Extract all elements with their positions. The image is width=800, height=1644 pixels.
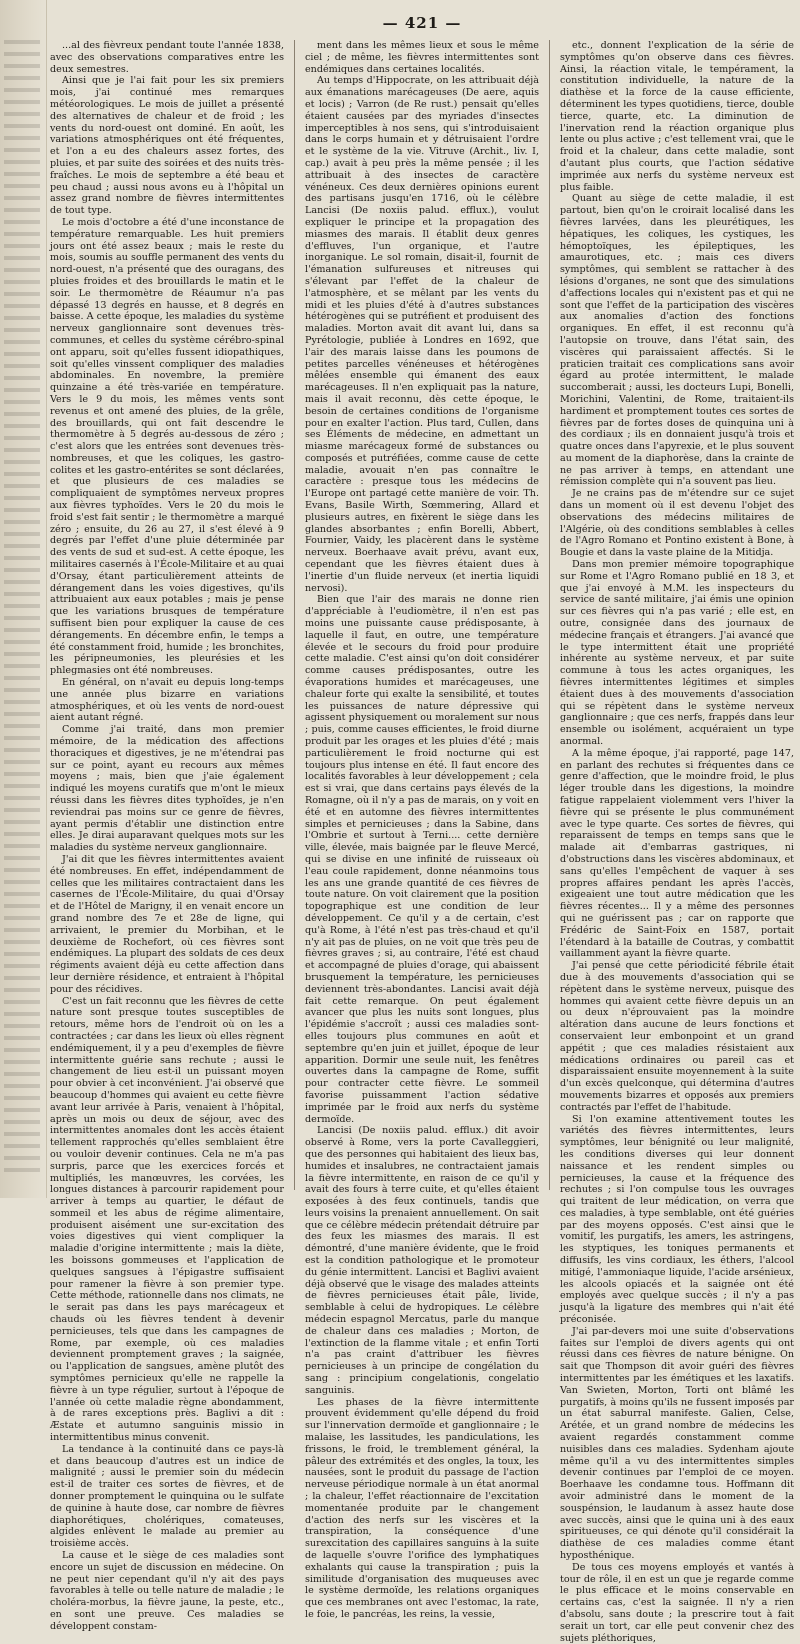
paragraph: Dans mon premier mémoire topographique sur Rome et l'Agro Romano publié en 18 3, et que j'ai envoyé à M.M. les inspecteurs du service de santé militaire, j'ai émis une opinion sur ces fièvres qui n'a pas varié ; elle est, en outre, consignée dans des journaux de médecine français et étrangers. J'ai avancé que le type intermittent était une propriété inhérente au système nerveux, et par suite commune à tous les actes organiques, les fièvres intermittentes légitimes et simples étaient dues à des mouvements d'association qui se répètent dans le système nerveux ganglionnaire ; que ces nerfs, frappés dans leur ensemble ou isolément, acquéraient un type anormal. <box>560 559 794 748</box>
column-2 <box>305 40 539 1620</box>
paragraph: Je ne crains pas de m'étendre sur ce sujet dans un moment où il est devenu l'objet des observations des médecins militaires de l'Algérie, où des conditions semblables à celles de l'Agro Romano et Pontino existent à Bone, à Bougie et dans la vaste plaine de la Mitidja. <box>560 488 794 559</box>
paragraph: J'ai par-devers moi une suite d'observations faites sur l'emploi de divers agents qui ont réussi dans ces fièvres de nature bénigne. On sait que Thompson dit avoir guéri des fièvres intermittentes par les émétiques et les laxatifs. Van Swieten, Morton, Torti ont blâmé les purgatifs, à moins qu'ils ne fussent imposés par un état saburral manifeste. Galien, Celse, Arétée, et un grand nombre de médecins les avaient regardés constamment comme nuisibles dans ces maladies. Sydenham ajoute même qu'il a vu des intermittentes simples devenir continues par l'emploi de ce moyen. Boerhaave les condamne tous. Hoffmann dit avoir administré dans le moment de la souspénsion, le laudanum à assez haute dose avec succès, ainsi que le quina uni à des eaux spiritueuses, ce qui dénote qu'il considérait la diathèse de ces maladies comme étant hyposthénique. <box>560 1325 794 1561</box>
paragraph: Le mois d'octobre a été d'une inconstance de température remarquable. Les huit premiers jours ont été assez beaux ; mais le reste du mois, soumis au souffle permanent des vents du nord-ouest, n'a présenté que des ouragans, des pluies froides et des brouillards le matin et le soir. Le thermomètre de Réaumur n'a pas dépassé 13 degrés en hausse, et 8 degrés en baisse. A cette époque, les maladies du système nerveux ganglionnaire sont devenues très-communes, et celles du système cérébro-spinal ont apparu, soit qu'elles fussent idiopathiques, soit qu'elles vinssent compliquer des maladies abdominales. En novembre, la première quinzaine a été très-variée en température. Vers le 9 du mois, les mêmes vents sont revenus et ont amené des pluies, de la grêle, des brouillards, qui ont fait descendre le thermomètre à 5 degrés au-dessous de zéro ; c'est alors que les entrées sont devenues très-nombreuses, et que les coliques, les gastro-colites et les gastro-entérites se sont déclarées, et que plusieurs de ces maladies se compliquaient de symptômes nerveux propres aux fièvres typhoïdes. Vers le 20 du mois le froid s'est fait sentir ; le thermomètre a marqué zéro ; ensuite, du 26 au 27, il s'est élevé à 9 degrés par l'effet d'une pluie déterminée par des vents de sud et sud-est. A cette époque, les militaires casernés à l'École-Militaire et au quai d'Orsay, étant particulièrement atteints de dérangement dans les voies digestives, qu'ils attribuaient aux eaux potables ; mais je pense que les variations brusques de température suffisent bien pour expliquer la cause de ces dérangements. En décembre enfin, le temps a été constamment froid, humide ; les bronchites, les péripneumonies, les pleurésies et les phlegmasies ont été nombreuses. <box>50 216 284 677</box>
paragraph: Les phases de la fièvre intermittente prouvent évidemment qu'elle dépend du froid sur l'innervation dermoïde et ganglionnaire ; le malaise, les lassitudes, les pandiculations, les frissons, le froid, le tremblement général, la pâleur des extrémités et des ongles, la toux, les nausées, sont le produit du passage de l'action nerveuse périodique normale à un état anormal ; la chaleur, l'effet réactionnaire de l'excitation momentanée produite par le changement d'action des nerfs sur les viscères et la transpiration, la conséquence d'une surexcitation des capillaires sanguins à la suite de laquelle s'ouvre l'orifice des lymphatiques exhalants qui cause la transpiration ; puis la similitude d'organisation des muqueuses avec le système dermoïde, les relations organiques que ces membranes ont avec l'estomac, la rate, le foie, le pancréas, les reins, la vessie, <box>305 1396 539 1620</box>
paragraph: J'ai dit que les fièvres intermittentes avaient été nombreuses. En effet, indépendamment de celles que les militaires contractaient dans les casernes de l'École-Militaire, du quai d'Orsay et de l'Hôtel de Marigny, il en venait encore un grand nombre des 7e et 28e de ligne, qui arrivaient, le premier du Morbihan, et le deuxième de Rochefort, où ces fièvres sont endémiques. La plupart des soldats de ces deux régiments avaient déjà eu cette affection dans leur dernière résidence, et entraient à l'hôpital pour des récidives. <box>50 853 284 995</box>
column-divider <box>294 40 295 1190</box>
paragraph: Lancisi (De noxiis palud. efflux.) dit avoir observé à Rome, vers la porte Cavalleggieri, que des personnes qui habitaient des lieux bas, humides et insalubres, ne contractaient jamais la fièvre intermittente, en raison de ce qu'il y avait des fours à terre cuite, et qu'elles étaient exposées à des feux continuels, tandis que leurs voisins la prenaient annuellement. On sait que ce célèbre médecin prétendait détruire par des feux les miasmes des marais. Il est démontré, d'une manière évidente, que le froid est la condition pathologique et le promoteur du génie intermittent. Lancisi et Baglivi avaient déjà observé que le visage des malades atteints de fièvres pernicieuses était pâle, livide, semblable à celui de hydropiques. Le célèbre médecin espagnol Mercatus, parle du manque de chaleur dans ces maladies ; Morton, de l'extinction de la flamme vitale ; et enfin Torti n'a pas craint d'attribuer les fièvres pernicieuses à un principe de congélation du sang : principium congelationis, congelatio sanguinis. <box>305 1125 539 1396</box>
column-1 <box>50 40 284 1632</box>
paragraph: Quant au siège de cette maladie, il est partout, bien qu'on le croirait localisé dans les fièvres larvées, dans les pleurétiques, les hépatiques, les coliques, les cystiques, les hémoptoïques, les épileptiques, les amaurotiques, etc. ; mais ces divers symptômes, qui semblent se rattacher à des lésions d'organes, ne sont que des simulations d'affections locales qui n'existent pas et qui ne sont que l'effet de la participation des viscères aux anomalies d'action des fonctions organiques. En effet, il est reconnu qu'à l'autopsie on trouve, dans l'état sain, des viscères qui paraissaient affectés. Si le praticien traitait ces complications sans avoir égard au protée intermittent, le malade succomberait ; aussi, les docteurs Lupi, Bonelli, Morichini, Valentini, de Rome, traitaient-ils hardiment et promptement toutes ces sortes de fièvres par de fortes doses de quinquina uni à des cordiaux ; ils en donnaient jusqu'à trois et quatre onces dans l'apyrexie, et le plus souvent au moment de la diaphorèse, dans la crainte de ne pas arriver à temps, en attendant une rémission complète qui n'a souvent pas lieu. <box>560 193 794 488</box>
document-page <box>50 6 794 1644</box>
binding-gutter <box>0 0 47 1198</box>
paragraph: C'est un fait reconnu que les fièvres de cette nature sont presque toutes susceptibles de retours, même hors de l'endroit où on les a contractées ; car dans les lieux où elles règnent endémiquement, il y a peu d'exemples de fièvre intermittente guérie sans rechute ; aussi le changement de lieu est-il un puissant moyen pour obvier à cet inconvénient. J'ai observé que beaucoup d'hommes qui avaient eu cette fièvre avant leur arrivée à Paris, venaient à l'hôpital, après un mois ou deux de séjour, avec des intermittentes anomales dont les accès étaient tellement rapprochés qu'elles semblaient être ou vouloir devenir continues. Cela ne m'a pas surpris, parce que les exercices forcés et multipliés, les manœuvres, les corvées, les longues distances à parcourir rapidement pour arriver à temps au quartier, le défaut de sommeil et les abus de régime alimentaire, produisent aisément une sur-excitation des voies digestives qui vient compliquer la maladie d'origine intermittente ; mais la diète, les boissons gommeuses et l'application de quelques sangsues à l'épigastre suffisaient pour ramener la fièvre à son premier type. Cette méthode, rationnelle dans nos climats, ne le serait pas dans les pays marécageux et chauds où les fièvres tendent à devenir pernicieuses, tels que dans les campagnes de Rome, par exemple, où ces maladies deviennent promptement graves ; la saignée, ou l'application de sangsues, amène plutôt des symptômes pernicieux qu'elle ne rappelle la fièvre à un type régulier, surtout à l'époque de l'année où cette maladie règne abondamment, à de rares exceptions près. Baglivi a dit : Æstate et autumno sanguinis missio in intermittentibus minus convenit. <box>50 995 284 1444</box>
paragraph: ...al des fièvreux pendant toute l'année 1838, avec des observations comparatives entre les deux semestres. <box>50 40 284 75</box>
column-3 <box>560 40 794 1644</box>
paragraph: De tous ces moyens employés et vantés à tour de rôle, il en est un que je regarde comme le plus efficace et le moins conservable en certains cas, c'est la saignée. Il n'y a rien d'absolu, sans doute ; la prescrire tout à fait serait un tort, car elle peut convenir chez des sujets pléthoriques, <box>560 1561 794 1644</box>
paragraph: ment dans les mêmes lieux et sous le même ciel ; de même, les fièvres intermittentes sont endémiques dans certaines localités. <box>305 40 539 75</box>
paragraph: Si l'on examine attentivement toutes les variétés des fièvres intermittentes, leurs symptômes, leur bénignité ou leur malignité, les conditions diverses qui leur donnent naissance et les rendent simples ou pernicieuses, la cause et la fréquence des rechutes ; si l'on compulse tous les ouvrages qui traitent de leur médication, on verra que ces maladies, à type semblable, ont été guéries par des moyens opposés. C'est ainsi que le vomitif, les purgatifs, les amers, les astringens, les styptiques, les toniques permanents et diffusifs, les vins cordiaux, les éthers, l'alcool mitigé, l'ammoniaque liquide, l'acide arsénieux, les alcools opiacés et la saignée ont été employés avec quelque succès ; il n'y a pas jusqu'à la ligature des membres qui n'ait été préconisée. <box>560 1113 794 1326</box>
paragraph: La tendance à la continuité dans ce pays-là et dans beaucoup d'autres est un indice de malignité ; aussi le premier soin du médecin est-il de traiter ces sortes de fièvres, et de donner promptement le quinquina ou le sulfate de quinine à haute dose, car nombre de fièvres diaphorétiques, cholériques, comateuses, algides enlèvent le malade au premier au troisième accès. <box>50 1443 284 1550</box>
column-divider <box>549 40 550 1190</box>
adjacent-page-edge <box>4 40 40 1180</box>
paragraph: En général, on n'avait eu depuis long-temps une année plus bizarre en variations atmosphériques, et où les vents de nord-ouest aient autant régné. <box>50 677 284 724</box>
page-number: — 421 — <box>382 14 462 32</box>
paragraph: La cause et le siège de ces maladies sont encore un sujet de discussion en médecine. On ne peut nier cependant qu'il n'y ait des pays favorables à telle ou telle nature de maladie ; le choléra-morbus, la fièvre jaune, la peste, etc., en sont une preuve. Ces maladies se développent constam- <box>50 1550 284 1632</box>
paragraph: Ainsi que je l'ai fait pour les six premiers mois, j'ai continué mes remarques météorologiques. Le mois de juillet a présenté des alternatives de chaleur et de froid ; les vents du nord-ouest ont dominé. En août, les variations atmosphériques ont été fréquentes, et l'on a eu des chaleurs assez fortes, des pluies, et par suite des soirées et des nuits très-fraîches. Le mois de septembre a été beau et peu chaud ; aussi nous avons eu à l'hôpital un assez grand nombre de fièvres intermittentes de tout type. <box>50 75 284 217</box>
paragraph: Bien que l'air des marais ne donne rien d'appréciable à l'eudiomètre, il n'en est pas moins une puissante cause prédisposante, à laquelle il faut, en outre, une température élevée et le secours du froid pour produire cette maladie. C'est ainsi qu'on doit considérer comme causes prédisposantes, outre les évaporations humides et marécageuses, une chaleur forte qui exalte la sensibilité, et toutes les puissances de nature dépressive qui agissent physiquement ou moralement sur nous ; puis, comme causes efficientes, le froid diurne produit par les orages et les pluies d'été ; mais particulièrement le froid nocturne qui est toujours plus intense en été. Il faut encore des localités favorables à leur développement ; cela est si vrai, que dans certains pays élevés de la Romagne, où il n'y a pas de marais, on y voit en été et en automne des fièvres intermittentes simples et pernicieuses ; dans la Sabine, dans l'Ombrie et surtout à Terni.... cette dernière ville, élevée, mais baignée par le fleuve Mercé, qui se divise en une infinité de ruisseaux où l'eau coule rapidement, donne néanmoins tous les ans une grande quantité de ces fièvres de toute nature. On voit clairement que la position topographique est une condition de leur développement. Ce qu'il y a de certain, c'est qu'à Rome, à l'été n'est pas très-chaud et qu'il n'y ait pas de pluies, on ne voit que très peu de fièvres graves ; si, au contraire, l'été est chaud et accompagné de pluies d'orage, qui abaissent brusquement la température, les pernicieuses deviennent très-abondantes. Lancisi avait déjà fait cette remarque. On peut également avancer que plus les nuits sont longues, plus l'épidémie s'accroît ; aussi ces maladies sont-elles toujours plus communes en août et septembre qu'en juin et juillet, époque de leur apparition. Dormir une seule nuit, les fenêtres ouvertes dans la campagne de Rome, suffit pour contracter cette fièvre. Le sommeil favorise puissamment l'action sédative imprimée par le froid aux nerfs du système dermoïde. <box>305 594 539 1125</box>
paragraph: etc., donnent l'explication de la série de symptômes qu'on observe dans ces fièvres. Ainsi, la réaction vitale, le tempérament, la constitution individuelle, la nature de la diathèse et la force de la cause efficiente, déterminent les types quotidiens, tierce, double tierce, quarte, etc. La diminution de l'inervation rend la réaction organique plus lente ou plus active ; c'est tellement vrai, que le froid et la chaleur, dans cette maladie, sont d'autant plus courts, que l'action sédative imprimée aux nerfs du système nerveux est plus faible. <box>560 40 794 193</box>
paragraph: Au temps d'Hippocrate, on les attribuait déjà aux émanations marécageuses (De aere, aquis et locis) ; Varron (de Re rust.) pensait qu'elles étaient causées par des myriades d'insectes imperceptibles à nos sens, qui s'introduisaient dans le corps humain et y détruisaient l'ordre et le système de la vie. Vitruve (Archit., liv. I, cap.) avait à peu près la même pensée ; il les attribuait à des insectes de caractère vénéneux. Ces deux dernières opinions eurent des partisans jusqu'en 1716, où le célèbre Lancisi (De noxiis palud. efflux.), voulut expliquer le principe et la propagation des miasmes des marais. Il établit deux genres d'effluves, l'un organique, et l'autre inorganique. Le sol romain, disait-il, fournit de l'émanation sulfureuses et nitreuses qui s'élevant par l'effet de la chaleur de l'atmosphère, et se mêlant par les vents du midi et les pluies d'été à d'autres substances hétérogènes qui se putréfient et produisent des maladies. Morton avait dit avant lui, dans sa Pyrétologie, publiée à Londres en 1692, que l'air des marais laisse dans les poumons de petites parcelles vénéneuses et hétérogènes mêlées ensemble qui émanent des eaux marécageuses. Il n'en expliquait pas la nature, mais il avait reconnu, dès cette époque, le besoin de certaines conditions de l'organisme pour en exalter l'action. Plus tard, Cullen, dans ses Éléments de médecine, en admettant un miasme marécageux formé de substances ou composés et putréfiées, comme cause de cette maladie, avouait n'en pas connaître le caractère : presque tous les médecins de l'Europe ont partagé cette manière de voir. Th. Evans, Basile Wirth, Sœmmering, Allard et plusieurs autres, en fixèrent le siège dans les glandes absorbantes ; enfin Borelli, Abbert, Fournier, Vaidy, les placèrent dans le système nerveux. Boerhaave avait prévu, avant eux, cependant que les fièvres étaient dues à l'inertie d'un fluide nerveux (et inertia liquidi nervosi). <box>305 75 539 594</box>
paragraph: A la même époque, j'ai rapporté, page 147, en parlant des rechutes si fréquentes dans ce genre d'affection, que le moindre froid, le plus léger trouble dans les digestions, la moindre fatigue rappelaient violemment vers l'hiver la fièvre qui se présente le plus communément avec le type quarte. Ces sortes de fièvres, qui reparaissent de temps en temps sans que le malade ait d'embarras gastriques, ni d'obstructions dans les viscères abdominaux, et sans qu'elles l'empêchent de vaquer à ses propres affaires pendant les après l'accès, exigeaient une tout autre médication que les fièvres récentes... Il y a même des personnes qui ne guérissent pas ; car on rapporte que Frédéric de Saint-Foix en 1587, portait l'étendard à la bataille de Coutras, y combattit vaillamment ayant la fièvre quarte. <box>560 747 794 960</box>
text-columns <box>50 40 794 1644</box>
paragraph: Comme j'ai traité, dans mon premier mémoire, de la médication des affections thoraciques et digestives, je ne m'étendrai pas sur ce point, ayant eu recours aux mêmes moyens ; mais, bien que j'aie également indiqué les moyens curatifs que m'ont le mieux réussi dans les fièvres dites typhoïdes, je n'en reviendrai pas moins sur ce genre de fièvres, ayant permis d'établir une distinction entre elles. Je dirai auparavant quelques mots sur les maladies du système nerveux ganglionnaire. <box>50 724 284 854</box>
paragraph: J'ai pensé que cette périodicité fébrile était due à des mouvements d'association qui se répètent dans le système nerveux, puisque des hommes qui avaient cette fièvre depuis un an ou deux n'éprouvaient pas la moindre altération dans aucune de leurs fonctions et conservaient leur embonpoint et un grand appétit ; que ces maladies résistaient aux médications ordinaires ou pareil cas et disparaissaient ensuite moyennement à la suite d'un excès quelconque, qui détermina d'autres mouvements bizarres et opposés aux premiers contractés par l'effet de l'habitude. <box>560 960 794 1113</box>
